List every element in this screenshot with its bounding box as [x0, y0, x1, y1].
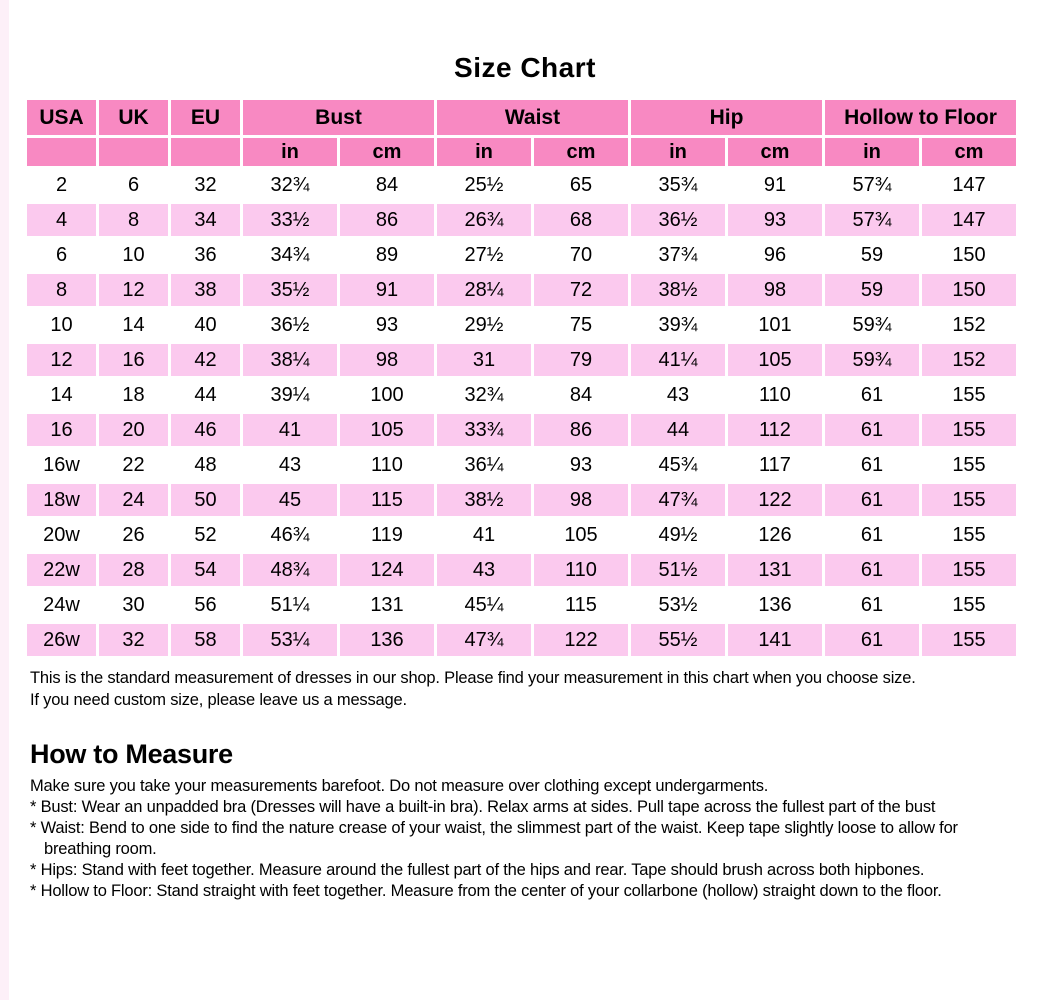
size-cell: 84 — [340, 169, 434, 201]
left-edge-strip — [0, 0, 9, 1000]
size-cell: 22w — [27, 554, 96, 586]
size-cell: 32¾ — [437, 379, 531, 411]
size-cell: 84 — [534, 379, 628, 411]
size-cell: 53¼ — [243, 624, 337, 656]
column-header-bust: Bust — [243, 100, 434, 135]
size-cell: 155 — [922, 624, 1016, 656]
unit-header-in-5: in — [437, 138, 531, 166]
measure-instructions — [30, 797, 1020, 902]
size-row-2 — [27, 169, 1016, 201]
size-cell: 150 — [922, 274, 1016, 306]
size-row-12 — [27, 344, 1016, 376]
size-cell: 35¾ — [631, 169, 725, 201]
size-cell: 25½ — [437, 169, 531, 201]
how-to-measure-section — [30, 776, 1020, 902]
size-cell: 43 — [243, 449, 337, 481]
size-cell: 45 — [243, 484, 337, 516]
size-cell: 126 — [728, 519, 822, 551]
size-cell: 20w — [27, 519, 96, 551]
size-chart-head — [27, 100, 1016, 166]
size-cell: 59¾ — [825, 309, 919, 341]
size-cell: 101 — [728, 309, 822, 341]
size-cell: 155 — [922, 519, 1016, 551]
size-cell: 147 — [922, 169, 1016, 201]
size-cell: 40 — [171, 309, 240, 341]
size-cell: 61 — [825, 589, 919, 621]
size-cell: 68 — [534, 204, 628, 236]
size-cell: 2 — [27, 169, 96, 201]
size-cell: 35½ — [243, 274, 337, 306]
column-header-uk: UK — [99, 100, 168, 135]
size-cell: 41 — [437, 519, 531, 551]
size-cell: 105 — [728, 344, 822, 376]
size-cell: 100 — [340, 379, 434, 411]
size-cell: 52 — [171, 519, 240, 551]
size-cell: 110 — [728, 379, 822, 411]
column-header-eu: EU — [171, 100, 240, 135]
size-cell: 59 — [825, 274, 919, 306]
size-cell: 38 — [171, 274, 240, 306]
size-cell: 4 — [27, 204, 96, 236]
size-cell: 79 — [534, 344, 628, 376]
size-cell: 18w — [27, 484, 96, 516]
size-cell: 98 — [728, 274, 822, 306]
size-cell: 131 — [340, 589, 434, 621]
size-cell: 124 — [340, 554, 434, 586]
size-cell: 152 — [922, 344, 1016, 376]
size-cell: 14 — [27, 379, 96, 411]
size-cell: 10 — [27, 309, 96, 341]
size-cell: 41 — [243, 414, 337, 446]
measure-item-1: * Waist: Bend to one side to find the nature crease of your waist, the slimmest part of the waist. Keep tape slightly loose to allow for breathing room. — [30, 819, 958, 858]
size-cell: 93 — [534, 449, 628, 481]
size-cell: 122 — [728, 484, 822, 516]
size-cell: 155 — [922, 414, 1016, 446]
how-to-measure-heading: How to Measure — [30, 739, 233, 769]
size-row-20w — [27, 519, 1016, 551]
size-cell: 136 — [728, 589, 822, 621]
unit-header-blank-0 — [27, 138, 96, 166]
size-cell: 50 — [171, 484, 240, 516]
size-cell: 10 — [99, 239, 168, 271]
unit-header-cm-8: cm — [728, 138, 822, 166]
size-cell: 32¾ — [243, 169, 337, 201]
size-cell: 98 — [340, 344, 434, 376]
size-row-24w — [27, 589, 1016, 621]
column-header-hollow-to-floor: Hollow to Floor — [825, 100, 1016, 135]
unit-header-in-9: in — [825, 138, 919, 166]
size-cell: 41¼ — [631, 344, 725, 376]
size-cell: 16 — [27, 414, 96, 446]
size-cell: 47¾ — [631, 484, 725, 516]
size-cell: 105 — [534, 519, 628, 551]
size-cell: 48¾ — [243, 554, 337, 586]
size-cell: 14 — [99, 309, 168, 341]
size-cell: 22 — [99, 449, 168, 481]
size-cell: 61 — [825, 554, 919, 586]
size-cell: 61 — [825, 414, 919, 446]
size-row-6 — [27, 239, 1016, 271]
unit-header-cm-4: cm — [340, 138, 434, 166]
size-cell: 46¾ — [243, 519, 337, 551]
size-cell: 12 — [99, 274, 168, 306]
size-row-22w — [27, 554, 1016, 586]
unit-header-cm-6: cm — [534, 138, 628, 166]
size-cell: 45¼ — [437, 589, 531, 621]
size-cell: 49½ — [631, 519, 725, 551]
size-cell: 65 — [534, 169, 628, 201]
size-cell: 8 — [99, 204, 168, 236]
size-cell: 24w — [27, 589, 96, 621]
size-cell: 150 — [922, 239, 1016, 271]
unit-header-cm-10: cm — [922, 138, 1016, 166]
size-cell: 56 — [171, 589, 240, 621]
note-line-2: If you need custom size, please leave us a message. — [30, 691, 407, 709]
size-cell: 105 — [340, 414, 434, 446]
size-cell: 44 — [631, 414, 725, 446]
size-cell: 57¾ — [825, 204, 919, 236]
notes-section — [30, 667, 1050, 711]
size-cell: 34¾ — [243, 239, 337, 271]
size-cell: 47¾ — [437, 624, 531, 656]
size-cell: 42 — [171, 344, 240, 376]
size-cell: 36½ — [631, 204, 725, 236]
size-cell: 93 — [340, 309, 434, 341]
size-cell: 32 — [171, 169, 240, 201]
size-cell: 38½ — [437, 484, 531, 516]
size-cell: 12 — [27, 344, 96, 376]
size-cell: 115 — [340, 484, 434, 516]
size-cell: 86 — [340, 204, 434, 236]
column-header-usa: USA — [27, 100, 96, 135]
size-cell: 46 — [171, 414, 240, 446]
measure-intro: Make sure you take your measurements barefoot. Do not measure over clothing except undergarments. — [30, 777, 769, 795]
size-cell: 29½ — [437, 309, 531, 341]
size-cell: 147 — [922, 204, 1016, 236]
size-cell: 119 — [340, 519, 434, 551]
size-row-14 — [27, 379, 1016, 411]
size-cell: 75 — [534, 309, 628, 341]
size-cell: 36½ — [243, 309, 337, 341]
size-cell: 37¾ — [631, 239, 725, 271]
size-cell: 61 — [825, 484, 919, 516]
size-cell: 61 — [825, 519, 919, 551]
size-cell: 110 — [340, 449, 434, 481]
size-cell: 48 — [171, 449, 240, 481]
size-cell: 155 — [922, 449, 1016, 481]
size-cell: 117 — [728, 449, 822, 481]
size-cell: 16w — [27, 449, 96, 481]
column-header-waist: Waist — [437, 100, 628, 135]
size-cell: 33¾ — [437, 414, 531, 446]
size-row-16w — [27, 449, 1016, 481]
size-cell: 16 — [99, 344, 168, 376]
size-cell: 59 — [825, 239, 919, 271]
size-cell: 30 — [99, 589, 168, 621]
size-cell: 98 — [534, 484, 628, 516]
size-cell: 20 — [99, 414, 168, 446]
size-cell: 27½ — [437, 239, 531, 271]
size-cell: 44 — [171, 379, 240, 411]
size-cell: 131 — [728, 554, 822, 586]
size-cell: 51¼ — [243, 589, 337, 621]
size-cell: 51½ — [631, 554, 725, 586]
size-cell: 38¼ — [243, 344, 337, 376]
size-cell: 31 — [437, 344, 531, 376]
size-cell: 43 — [631, 379, 725, 411]
size-cell: 33½ — [243, 204, 337, 236]
size-cell: 89 — [340, 239, 434, 271]
size-row-16 — [27, 414, 1016, 446]
size-cell: 28¼ — [437, 274, 531, 306]
size-cell: 36 — [171, 239, 240, 271]
size-cell: 36¼ — [437, 449, 531, 481]
size-cell: 18 — [99, 379, 168, 411]
size-cell: 155 — [922, 484, 1016, 516]
size-cell: 39¼ — [243, 379, 337, 411]
size-cell: 54 — [171, 554, 240, 586]
size-cell: 6 — [27, 239, 96, 271]
size-row-4 — [27, 204, 1016, 236]
size-chart-table — [24, 97, 1019, 659]
size-cell: 57¾ — [825, 169, 919, 201]
size-cell: 28 — [99, 554, 168, 586]
size-cell: 110 — [534, 554, 628, 586]
size-cell: 24 — [99, 484, 168, 516]
size-cell: 32 — [99, 624, 168, 656]
size-cell: 86 — [534, 414, 628, 446]
size-cell: 136 — [340, 624, 434, 656]
size-cell: 61 — [825, 449, 919, 481]
size-cell: 58 — [171, 624, 240, 656]
size-cell: 53½ — [631, 589, 725, 621]
measure-item-2: * Hips: Stand with feet together. Measure around the fullest part of the hips and rear. Tape should brush across both hipbones. — [30, 861, 925, 879]
size-cell: 93 — [728, 204, 822, 236]
size-cell: 8 — [27, 274, 96, 306]
size-cell: 61 — [825, 624, 919, 656]
size-cell: 122 — [534, 624, 628, 656]
size-cell: 96 — [728, 239, 822, 271]
size-cell: 61 — [825, 379, 919, 411]
size-cell: 91 — [340, 274, 434, 306]
unit-header-in-3: in — [243, 138, 337, 166]
size-cell: 155 — [922, 379, 1016, 411]
size-cell: 91 — [728, 169, 822, 201]
size-cell: 39¾ — [631, 309, 725, 341]
size-cell: 115 — [534, 589, 628, 621]
size-cell: 70 — [534, 239, 628, 271]
measure-item-0: * Bust: Wear an unpadded bra (Dresses will have a built-in bra). Relax arms at sides. Pull tape across the fullest part of the bust — [30, 798, 936, 816]
size-row-18w — [27, 484, 1016, 516]
size-cell: 155 — [922, 589, 1016, 621]
unit-header-blank-2 — [171, 138, 240, 166]
size-cell: 34 — [171, 204, 240, 236]
size-cell: 141 — [728, 624, 822, 656]
size-chart-body — [27, 169, 1016, 656]
size-cell: 55½ — [631, 624, 725, 656]
note-line-1: This is the standard measurement of dresses in our shop. Please find your measurement in this chart when you choose size. — [30, 669, 916, 687]
size-cell: 26 — [99, 519, 168, 551]
size-cell: 152 — [922, 309, 1016, 341]
measure-item-3: * Hollow to Floor: Stand straight with feet together. Measure from the center of your collarbone (hollow) straight down to the floor. — [30, 882, 942, 900]
unit-header-in-7: in — [631, 138, 725, 166]
size-cell: 72 — [534, 274, 628, 306]
size-cell: 38½ — [631, 274, 725, 306]
size-cell: 26¾ — [437, 204, 531, 236]
size-cell: 45¾ — [631, 449, 725, 481]
page-title: Size Chart — [454, 52, 596, 83]
size-cell: 59¾ — [825, 344, 919, 376]
size-cell: 6 — [99, 169, 168, 201]
size-row-8 — [27, 274, 1016, 306]
size-cell: 155 — [922, 554, 1016, 586]
size-row-10 — [27, 309, 1016, 341]
size-cell: 112 — [728, 414, 822, 446]
size-cell: 43 — [437, 554, 531, 586]
size-row-26w — [27, 624, 1016, 656]
column-header-hip: Hip — [631, 100, 822, 135]
unit-header-blank-1 — [99, 138, 168, 166]
size-cell: 26w — [27, 624, 96, 656]
